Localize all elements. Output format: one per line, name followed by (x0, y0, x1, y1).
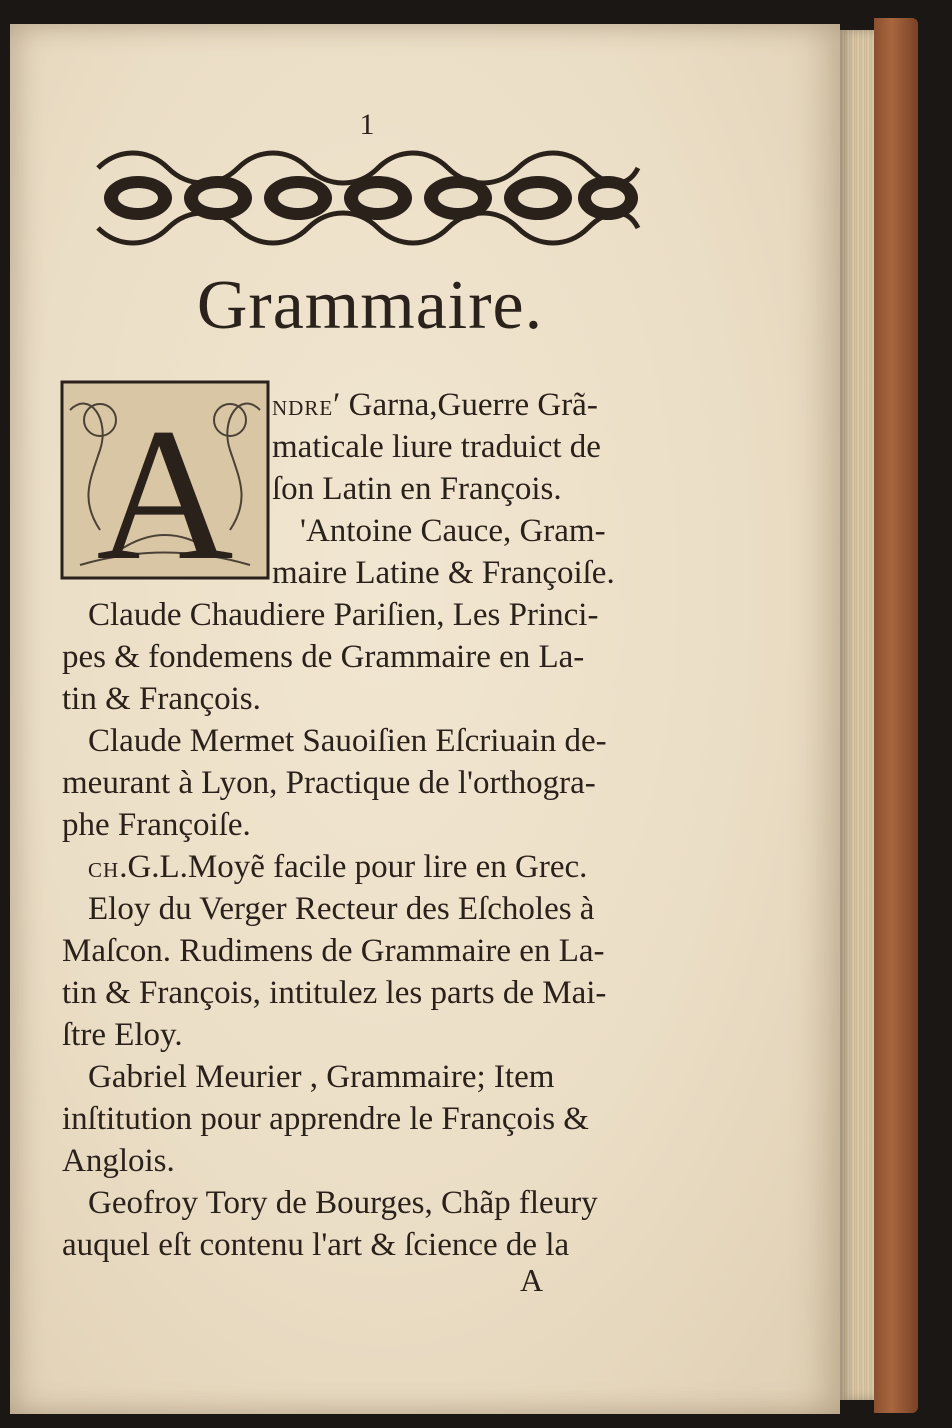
ornamental-headpiece (88, 148, 648, 248)
entry-line: ſon Latin en François. (272, 471, 562, 507)
section-title: Grammaire. (196, 267, 544, 344)
entry-line: ſtre Eloy. (62, 1017, 183, 1053)
entry-line: Anglois. (62, 1143, 175, 1179)
entry-line: phe Françoiſe. (62, 807, 251, 843)
entry-line: pes & fondemens de Grammaire en La- (62, 639, 585, 675)
catchword: A (520, 1262, 544, 1298)
entry-line: inſtitution pour apprendre le François & (62, 1101, 589, 1137)
decorated-initial (60, 380, 270, 580)
page-number: 1 (359, 108, 375, 141)
entry-line: tin & François, intitulez les parts de Mai- (62, 975, 607, 1011)
entry-line: Gabriel Meurier , Grammaire; Item (88, 1059, 555, 1095)
entry-line: CH.G.L.Moyẽ facile pour lire en Grec. (88, 849, 588, 885)
entry-line: meurant à Lyon, Practique de l'orthogra- (62, 765, 596, 801)
entry-line: maticale liure traduict de (272, 429, 601, 465)
entry-line: Maſcon. Rudimens de Grammaire en La- (62, 933, 605, 969)
entry-line: Claude Chaudiere Pariſien, Les Princi- (88, 597, 599, 633)
entry-line: NDRE′ Garna,Guerre Grã- (272, 387, 598, 423)
entry-line: Geofroy Tory de Bourges, Chãp fleury (88, 1185, 598, 1221)
page-edges (840, 30, 874, 1400)
book-binding (874, 18, 918, 1413)
entry-line: maire Latine & Françoiſe. (272, 555, 615, 591)
entry-line: Eloy du Verger Recteur des Eſcholes à (88, 891, 595, 927)
entry-line: tin & François. (62, 681, 261, 717)
entry-line: 'Antoine Cauce, Gram- (300, 513, 606, 549)
entry-line: auquel eſt contenu l'art & ſcience de la (62, 1227, 570, 1263)
dropcap-letter: A (96, 390, 234, 580)
entry-line: Claude Mermet Sauoiſien Eſcriuain de- (88, 723, 607, 759)
